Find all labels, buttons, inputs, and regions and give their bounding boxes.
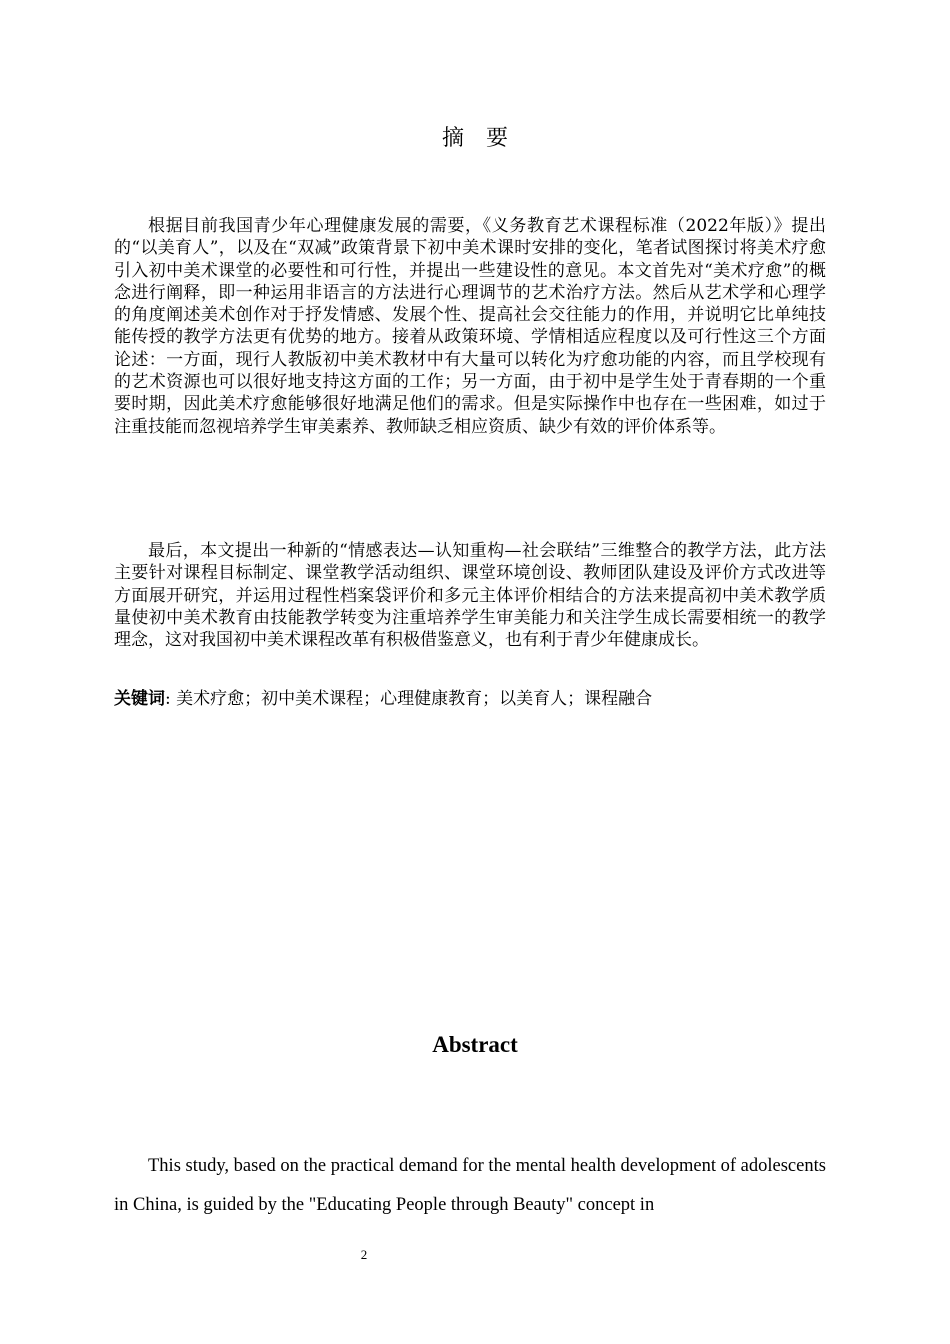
chinese-abstract-title: 摘要	[441, 126, 530, 151]
english-abstract-paragraph: This study, based on the practical demand for the mental health development of adolescents in China, is guided by the "Educating People through Beauty" concept in	[114, 1156, 826, 1215]
keywords-label: 关键词	[114, 689, 165, 709]
chinese-keywords	[114, 688, 826, 710]
keywords-text: : 美术疗愈；初中美术课程；心理健康教育；以美育人；课程融合	[165, 689, 653, 709]
chinese-abstract-paragraph-1: 根据目前我国青少年心理健康发展的需要，《义务教育艺术课程标准（2022年版）》提出的“以美育人”，以及在“双减”政策背景下初中美术课时安排的变化，笔者试图探讨将美术疗愈引入初中美术课堂的必要性和可行性，并提出一些建设性的意见。本文首先对“美术疗愈”的概念进行阐释，即一种运用非语言的方法进行心理调节的艺术治疗方法。然后从艺术学和心理学的角度阐述美术创作对于抒发情感、发展个性、提高社会交往能力的作用，并说明它比单纯技能传授的教学方法更有优势的地方。接着从政策环境、学情相适应程度以及可行性这三个方面论述：一方面，现行人教版初中美术教材中有大量可以转化为疗愈功能的内容，而且学校现有的艺术资源也可以很好地支持这方面的工作；另一方面，由于初中是学生处于青春期的一个重要时期，因此美术疗愈能够很好地满足他们的需求。但是实际操作中也存在一些困难，如过于注重技能而忽视培养学生审美素养、教师缺乏相应资质、缺少有效的评价体系等。	[114, 216, 826, 437]
chinese-abstract-paragraph-2: 最后，本文提出一种新的“情感表达—认知重构—社会联结”三维整合的教学方法，此方法主要针对课程目标制定、课堂教学活动组织、课堂环境创设、教师团队建设及评价方式改进等方面展开研究，并运用过程性档案袋评价和多元主体评价相结合的方法来提高初中美术教学质量使初中美术教育由技能教学转变为注重培养学生审美能力和关注学生成长需要相统一的教学理念，这对我国初中美术课程改革有积极借鉴意义，也有利于青少年健康成长。	[114, 541, 826, 651]
english-abstract-title: Abstract	[432, 1032, 518, 1057]
page-number: 2	[360, 1247, 368, 1262]
